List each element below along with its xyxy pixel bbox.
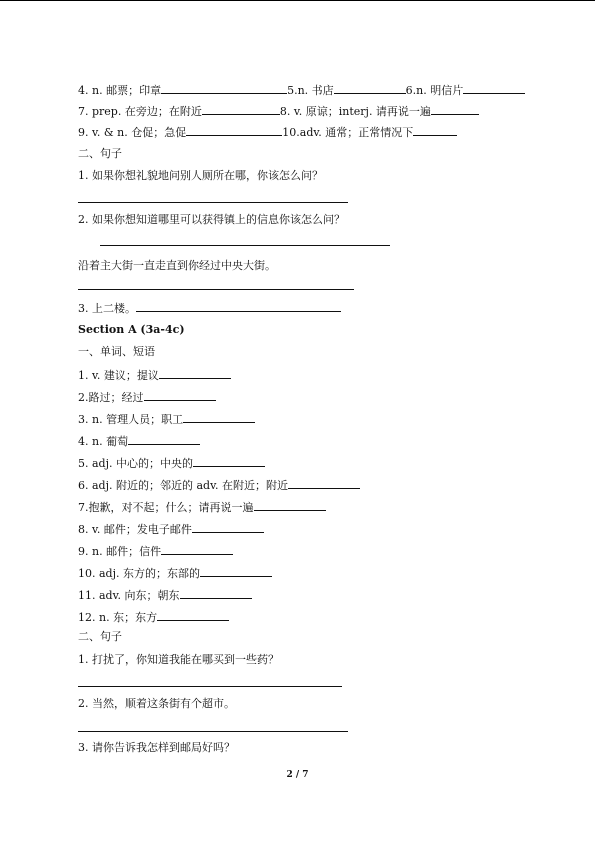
vocab-text: 4. n. 邮票；印章 — [78, 84, 162, 97]
section-heading-sentences: 二、句子 — [78, 147, 122, 160]
question-3-text: 3. 上二楼。 — [78, 302, 136, 315]
section-title: Section A (3a-4c) — [78, 323, 185, 336]
vocab-item — [78, 587, 252, 603]
sentence-2: 2. 当然，顺着这条街有个超市。 — [78, 697, 235, 710]
vocab-item — [78, 433, 200, 449]
answer-blank[interactable] — [186, 124, 282, 136]
vocab-text: 9. v. & n. 仓促；急促 — [78, 126, 187, 139]
top-border — [0, 0, 595, 1]
question-3 — [78, 300, 341, 316]
question-2: 2. 如果你想知道哪里可以获得镇上的信息你该怎么问？ — [78, 213, 345, 226]
answer-blank[interactable] — [413, 124, 457, 136]
vocab-item — [78, 499, 326, 515]
vocab-text: 1. v. 建议；提议 — [78, 369, 159, 382]
answer-blank[interactable] — [431, 103, 479, 115]
answer-blank[interactable] — [463, 82, 525, 94]
sentence-1: 1. 打扰了，你知道我能在哪买到一些药？ — [78, 653, 279, 666]
vocab-line-9-10 — [78, 124, 457, 140]
vocab-text: 10. adj. 东方的；东部的 — [78, 567, 200, 580]
answer-blank[interactable] — [161, 543, 233, 555]
vocab-item — [78, 609, 229, 625]
vocab-text: 6. adj. 附近的；邻近的 adv. 在附近；附近 — [78, 479, 288, 492]
answer-blank[interactable] — [200, 565, 272, 577]
vocab-text: 3. n. 管理人员；职工 — [78, 413, 184, 426]
vocab-text: 5.n. 书店 — [287, 84, 334, 97]
answer-blank[interactable] — [180, 587, 252, 599]
vocab-text: 10.adv. 通常；正常情况下 — [282, 126, 414, 139]
vocab-item — [78, 477, 360, 493]
section-heading-sentences-2: 二、句子 — [78, 630, 122, 643]
vocab-line-4-6 — [78, 82, 525, 98]
vocab-text: 8. v. 原谅；interj. 请再说一遍 — [279, 105, 431, 118]
page-number: 2 / 7 — [286, 770, 309, 780]
answer-line[interactable] — [100, 245, 390, 246]
answer-blank[interactable] — [128, 433, 200, 445]
vocab-item — [78, 455, 265, 471]
vocab-text: 2.路过；经过 — [78, 391, 144, 404]
answer-line[interactable] — [78, 202, 348, 203]
answer-blank[interactable] — [254, 499, 326, 511]
answer-blank[interactable] — [334, 82, 406, 94]
question-1: 1. 如果你想礼貌地问别人厕所在哪，你该怎么问？ — [78, 169, 323, 182]
vocab-text: 7.抱歉，对不起；什么；请再说一遍 — [78, 501, 254, 514]
vocab-heading: 一、单词、短语 — [78, 345, 155, 358]
answer-blank[interactable] — [193, 455, 265, 467]
vocab-item — [78, 411, 255, 427]
answer-line[interactable] — [78, 289, 354, 290]
sentence-main-street: 沿着主大街一直走直到你经过中央大街。 — [78, 259, 276, 272]
vocab-text: 6.n. 明信片 — [405, 84, 464, 97]
vocab-text: 12. n. 东；东方 — [78, 611, 158, 624]
vocab-text: 8. v. 邮件；发电子邮件 — [78, 523, 192, 536]
vocab-item — [78, 565, 272, 581]
answer-blank[interactable] — [288, 477, 360, 489]
answer-line[interactable] — [78, 686, 342, 687]
vocab-line-7-8 — [78, 103, 479, 119]
answer-blank[interactable] — [202, 103, 280, 115]
sentence-3: 3. 请你告诉我怎样到邮局好吗？ — [78, 741, 235, 754]
answer-blank[interactable] — [144, 389, 216, 401]
answer-blank[interactable] — [183, 411, 255, 423]
answer-blank[interactable] — [159, 367, 231, 379]
vocab-text: 4. n. 葡萄 — [78, 435, 129, 448]
answer-line[interactable] — [78, 731, 348, 732]
vocab-text: 9. n. 邮件；信件 — [78, 545, 162, 558]
answer-blank[interactable] — [192, 521, 264, 533]
answer-blank[interactable] — [157, 609, 229, 621]
vocab-item — [78, 389, 216, 405]
vocab-item — [78, 521, 264, 537]
vocab-item — [78, 367, 231, 383]
answer-blank[interactable] — [161, 82, 287, 94]
vocab-text: 7. prep. 在旁边；在附近 — [78, 105, 202, 118]
vocab-item — [78, 543, 233, 559]
vocab-text: 11. adv. 向东；朝东 — [78, 589, 180, 602]
answer-blank[interactable] — [136, 300, 341, 312]
vocab-text: 5. adj. 中心的；中央的 — [78, 457, 193, 470]
